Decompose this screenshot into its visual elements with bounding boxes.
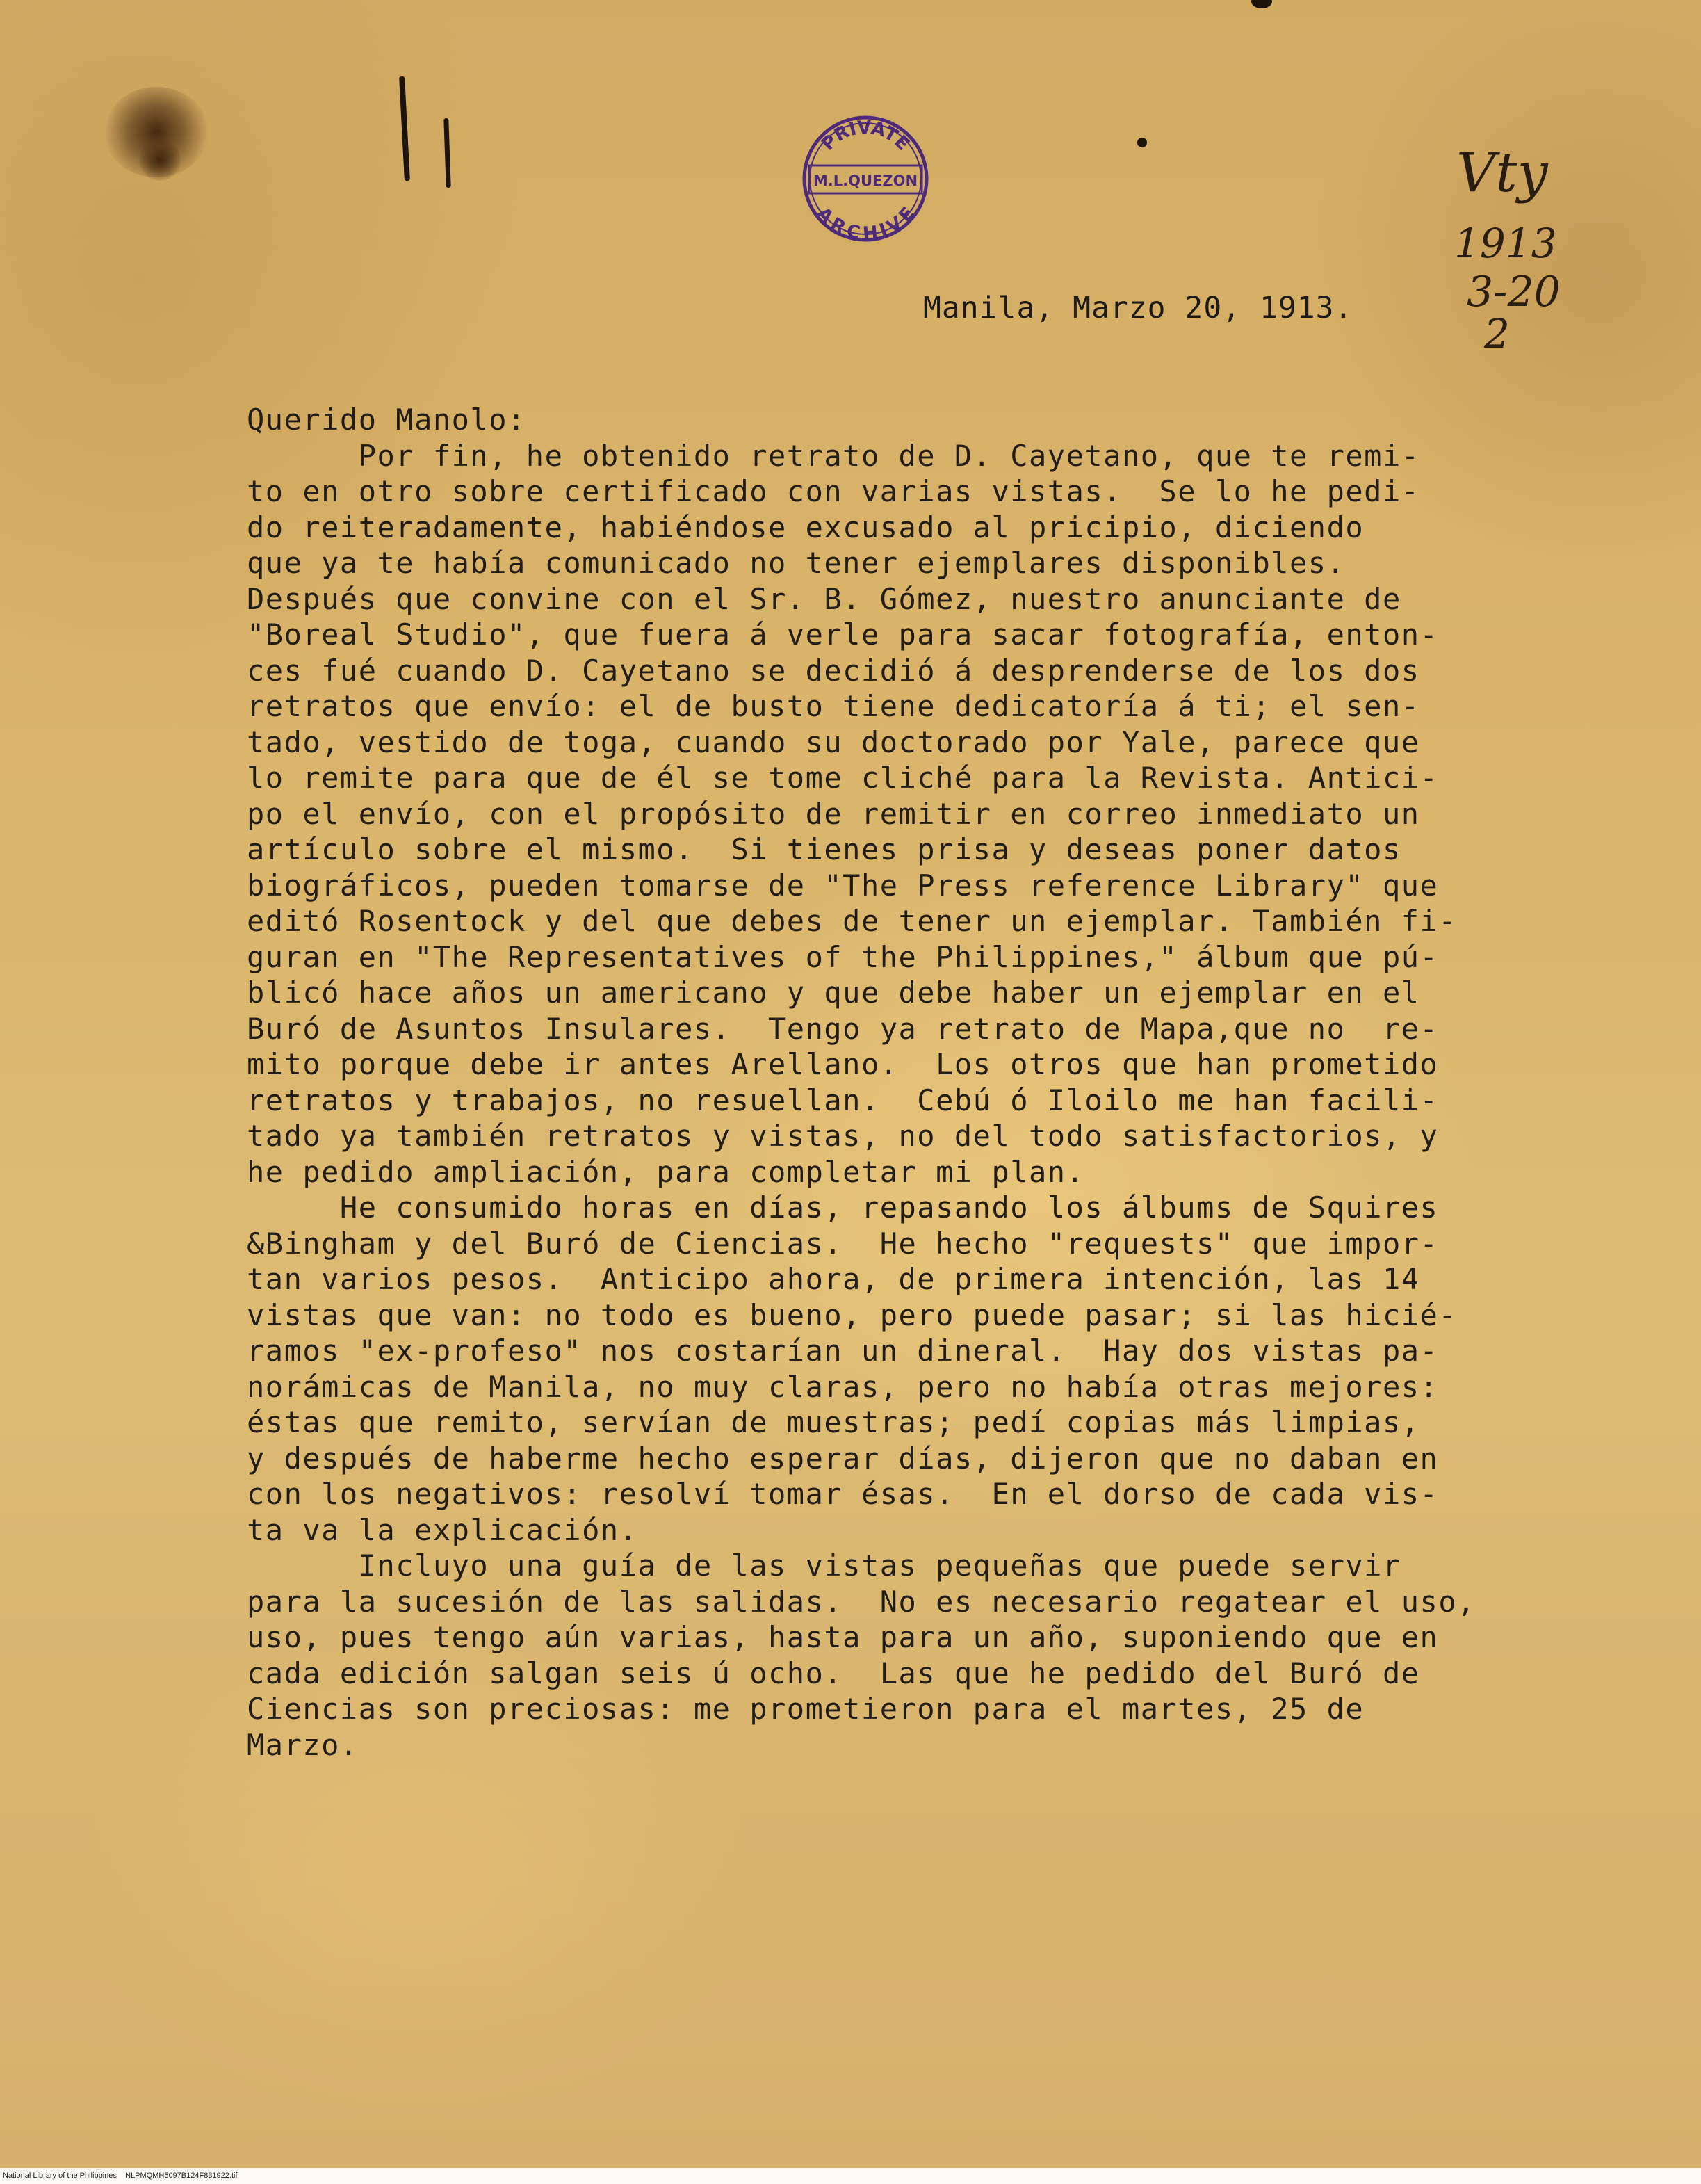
letter-line: uso, pues tengo aún varias, hasta para un año, suponiendo que en	[247, 1620, 1439, 1654]
letter-line: Marzo.	[247, 1727, 359, 1762]
letter-line: Después que convine con el Sr. B. Gómez, nuestro anunciante de	[247, 581, 1401, 616]
letter-line: ces fué cuando D. Cayetano se decidió á desprenderse de los dos	[247, 653, 1420, 688]
letter-line: Buró de Asuntos Insulares. Tengo ya retrato de Mapa,que no re-	[247, 1011, 1439, 1046]
letter-line: Querido Manolo:	[247, 403, 526, 437]
letter-line: y después de haberme hecho esperar días, dijeron que no daban en	[247, 1441, 1439, 1475]
letter-line: po el envío, con el propósito de remitir en correo inmediato un	[247, 796, 1420, 831]
letter-line: to en otro sobre certificado con varias vistas. Se lo he pedi-	[247, 474, 1420, 508]
letter-line: retratos y trabajos, no resuellan. Cebú ó Iloilo me han facili-	[247, 1083, 1439, 1117]
letter-line: vistas que van: no todo es bueno, pero puede pasar; si las hicié-	[247, 1297, 1458, 1332]
archive-footer: National Library of the Philippines NLPMQMH5097B124F831922.tif	[0, 2168, 1701, 2184]
letter-line: do reiteradamente, habiéndose excusado al pricipio, diciendo	[247, 510, 1365, 544]
letter-line: tado ya también retratos y vistas, no del todo satisfactorios, y	[247, 1119, 1439, 1153]
letter-line: blicó hace años un americano y que debe haber un ejemplar en el	[247, 976, 1420, 1010]
ink-stain-small	[139, 139, 181, 181]
letter-line: mito porque debe ir antes Arellano. Los otros que han prometido	[247, 1047, 1439, 1081]
letter-line: Por fin, he obtenido retrato de D. Cayetano, que te remi-	[247, 438, 1420, 473]
letter-line: Incluyo una guía de las vistas pequeñas que puede servir	[247, 1548, 1401, 1583]
letter-line: Ciencias son preciosas: me prometieron para el martes, 25 de	[247, 1692, 1365, 1726]
annotation-line-3: 3-20	[1467, 268, 1561, 316]
letter-line: guran en "The Representatives of the Philippines," álbum que pú-	[247, 939, 1439, 974]
letter-line: tado, vestido de toga, cuando su doctorado por Yale, parece que	[247, 725, 1420, 759]
letter-line: lo remite para que de él se tome cliché para la Revista. Antici-	[247, 761, 1439, 795]
pencil-mark	[443, 118, 450, 188]
archive-stamp	[799, 113, 931, 245]
letter-date: Manila, Marzo 20, 1913.	[923, 291, 1353, 325]
letter-line: cada edición salgan seis ú ocho. Las que he pedido del Buró de	[247, 1656, 1420, 1690]
handwritten-annotation	[1453, 139, 1592, 362]
letter-line: He consumido horas en días, repasando los álbums de Squires	[247, 1190, 1439, 1224]
letter-line: artículo sobre el mismo. Si tienes prisa y deseas poner datos	[247, 832, 1401, 866]
letter-line: ramos "ex-profeso" nos costarían un dineral. Hay dos vistas pa-	[247, 1334, 1439, 1368]
letter-body	[247, 402, 1630, 1763]
letter-line: que ya te había comunicado no tener ejemplares disponibles.	[247, 546, 1346, 580]
letter-line: éstas que remito, servían de muestras; pedí copias más limpias,	[247, 1405, 1420, 1439]
letter-line: he pedido ampliación, para completar mi plan.	[247, 1154, 1085, 1189]
letter-line: "Boreal Studio", que fuera á verle para sacar fotografía, enton-	[247, 617, 1439, 652]
letter-line: editó Rosentock y del que debes de tener un ejemplar. También fi-	[247, 904, 1458, 938]
stamp-top-text: PRIVATE	[817, 117, 913, 155]
letter-line: &Bingham y del Buró de Ciencias. He hecho "requests" que impor-	[247, 1226, 1439, 1261]
letter-line: tan varios pesos. Anticipo ahora, de primera intención, las 14	[247, 1262, 1420, 1296]
punch-hole	[1137, 138, 1147, 147]
punch-hole	[1251, 0, 1272, 8]
stamp-bottom-text: ARCHIVE	[812, 203, 919, 245]
annotation-line-4: 2	[1484, 310, 1510, 357]
letter-line: con los negativos: resolví tomar ésas. En el dorso de cada vis-	[247, 1477, 1439, 1511]
letter-line: ta va la explicación.	[247, 1512, 638, 1547]
annotation-line-1: Vty	[1456, 142, 1548, 204]
letter-line: retratos que envío: el de busto tiene dedicatoría á ti; el sen-	[247, 689, 1420, 723]
stamp-middle-text: M.L.QUEZON	[813, 172, 918, 189]
letter-line: biográficos, pueden tomarse de "The Press reference Library" que	[247, 868, 1439, 903]
letter-line: norámicas de Manila, no muy claras, pero no había otras mejores:	[247, 1369, 1439, 1404]
letter-line: para la sucesión de las salidas. No es necesario regatear el uso,	[247, 1584, 1476, 1619]
annotation-line-2: 1913	[1454, 220, 1557, 267]
pencil-mark	[399, 76, 410, 181]
